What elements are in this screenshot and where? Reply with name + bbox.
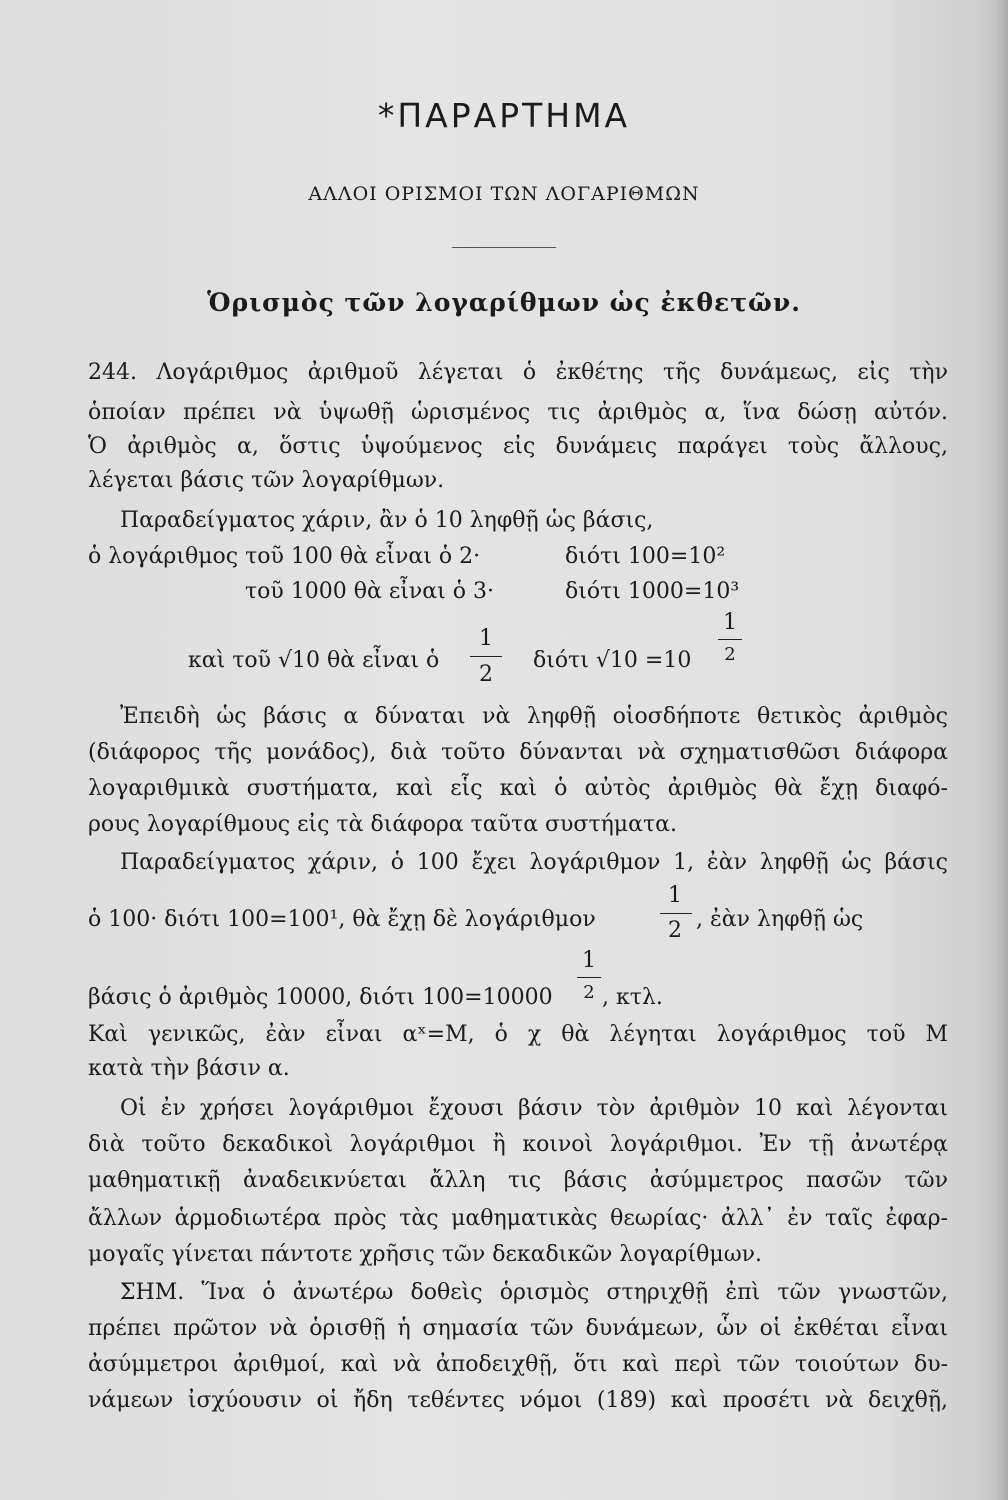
page-subtitle: ΑΛΛΟΙ ΟΡΙΣΜΟΙ ΤΩΝ ΛΟΓΑΡΙΘΜΩΝ bbox=[308, 183, 700, 205]
note-line: νάμεων ἰσχύουσιν οἱ ἤδη τεθέντες νόμοι (189) καὶ προσέτι νὰ δειχθῇ, bbox=[88, 1388, 948, 1413]
exponent-bar bbox=[718, 639, 742, 640]
paragraph-line: ὁποίαν πρέπει νὰ ὑψωθῇ ὡρισμένος τις ἀριθμὸς α, ἵνα δώσῃ αὐτόν. bbox=[88, 400, 948, 425]
paragraph-line: Καὶ γενικῶς, ἐὰν εἶναι αˣ=Μ, ὁ χ θὰ λέγηται λογάριθμος τοῦ Μ bbox=[88, 1022, 948, 1047]
fraction-numerator: 1 bbox=[668, 883, 682, 908]
fraction-numerator: 1 bbox=[479, 626, 493, 651]
note-line: ΣΗΜ. Ἵνα ὁ ἀνωτέρω δοθεὶς ὁρισμὸς στηριχθῇ ἐπὶ τῶν γνωστῶν, bbox=[120, 1280, 948, 1305]
paragraph-line: ὁ 100· διότι 100=100¹, θὰ ἔχῃ δὲ λογάριθμον bbox=[88, 907, 596, 932]
paragraph-line: (διάφορος τῆς μονάδος), διὰ τοῦτο δύνανται νὰ σχηματισθῶσι διάφορα bbox=[88, 740, 948, 765]
note-line: πρέπει πρῶτον νὰ ὁρισθῇ ἡ σημασία τῶν δυνάμεων, ὧν οἱ ἐκθέται εἶναι bbox=[88, 1316, 948, 1341]
paragraph-line: κατὰ τὴν βάσιν α. bbox=[88, 1056, 290, 1081]
page-edge bbox=[994, 0, 1008, 1500]
note-line: ἀσύμμετροι ἀριθμοί, καὶ νὰ ἀποδειχθῇ, ὅτι καὶ περὶ τῶν τοιούτων δυ- bbox=[88, 1352, 948, 1377]
exponent-numerator: 1 bbox=[582, 948, 596, 973]
fraction-bar bbox=[660, 913, 692, 914]
exponent-numerator: 1 bbox=[723, 610, 737, 635]
paragraph-line: , ἐὰν ληφθῇ ὡς bbox=[696, 907, 864, 932]
exponent-denominator: 2 bbox=[724, 644, 736, 665]
exponent-bar bbox=[577, 977, 601, 978]
paragraph-line: Παραδείγματος χάριν, ἂν ὁ 10 ληφθῇ ὡς βάσις, bbox=[120, 508, 654, 533]
paragraph-line: 244. Λογάριθμος ἀριθμοῦ λέγεται ὁ ἐκθέτης τῆς δυνάμεως, εἰς τὴν bbox=[88, 360, 948, 385]
paragraph-line: μαθηματικῇ ἀναδεικνύεται ἄλλη τις βάσις ἀσύμμετρος πασῶν τῶν bbox=[88, 1168, 948, 1193]
paragraph-line: λέγεται βάσις τῶν λογαρίθμων. bbox=[88, 468, 445, 493]
paragraph-line: ρους λογαρίθμους εἰς τὰ διάφορα ταῦτα συστήματα. bbox=[88, 812, 677, 837]
fraction-bar bbox=[470, 656, 502, 657]
paragraph-line: λογαριθμικὰ συστήματα, καὶ εἷς καὶ ὁ αὐτὸς ἀριθμὸς θὰ ἔχῃ διαφό- bbox=[88, 776, 948, 801]
paragraph-line: , κτλ. bbox=[602, 985, 663, 1010]
fraction-denominator: 2 bbox=[479, 662, 493, 687]
example-line: τοῦ 1000 θὰ εἶναι ὁ 3· bbox=[245, 579, 494, 604]
paragraph-line: Παραδείγματος χάριν, ὁ 100 ἔχει λογάριθμον 1, ἐὰν ληφθῇ ὡς βάσις bbox=[120, 850, 948, 875]
example-line: καὶ τοῦ √10 θὰ εἶναι ὁ bbox=[188, 648, 440, 673]
example-line: διότι √10 =10 bbox=[533, 648, 692, 673]
paragraph-line: ἄλλων ἁρμοδιωτέρα πρὸς τὰς μαθηματικὰς θεωρίας· ἀλλ᾽ ἐν ταῖς ἐφαρ- bbox=[88, 1206, 948, 1231]
divider bbox=[452, 247, 556, 248]
paragraph-line: Ὁ ἀριθμὸς α, ὅστις ὑψούμενος εἰς δυνάμεις παράγει τοὺς ἄλλους, bbox=[88, 434, 948, 459]
exponent-denominator: 2 bbox=[583, 982, 595, 1003]
example-line: διότι 1000=10³ bbox=[565, 579, 740, 604]
paragraph-line: βάσις ὁ ἀριθμὸς 10000, διότι 100=10000 bbox=[88, 985, 553, 1010]
paragraph-line: μογαῖς γίνεται πάντοτε χρῆσις τῶν δεκαδικῶν λογαρίθμων. bbox=[88, 1242, 763, 1267]
paragraph-line: Οἱ ἐν χρήσει λογάριθμοι ἔχουσι βάσιν τὸν ἀριθμὸν 10 καὶ λέγονται bbox=[120, 1096, 948, 1121]
example-line: ὁ λογάριθμος τοῦ 100 θὰ εἶναι ὁ 2· bbox=[88, 544, 481, 569]
paragraph-line: Ἐπειδὴ ὡς βάσις α δύναται νὰ ληφθῇ οἱοσδήποτε θετικὸς ἀριθμὸς bbox=[120, 704, 948, 729]
example-line: διότι 100=10² bbox=[565, 544, 726, 569]
fraction-denominator: 2 bbox=[668, 918, 682, 943]
section-heading: Ὁρισμὸς τῶν λογαρίθμων ὡς ἐκθετῶν. bbox=[207, 288, 801, 317]
page-title: *ΠΑΡΑΡΤΗΜΑ bbox=[377, 96, 631, 135]
paragraph-line: διὰ τοῦτο δεκαδικοὶ λογάριθμοι ἢ κοινοὶ λογάριθμοι. Ἐν τῇ ἀνωτέρᾳ bbox=[88, 1132, 948, 1157]
